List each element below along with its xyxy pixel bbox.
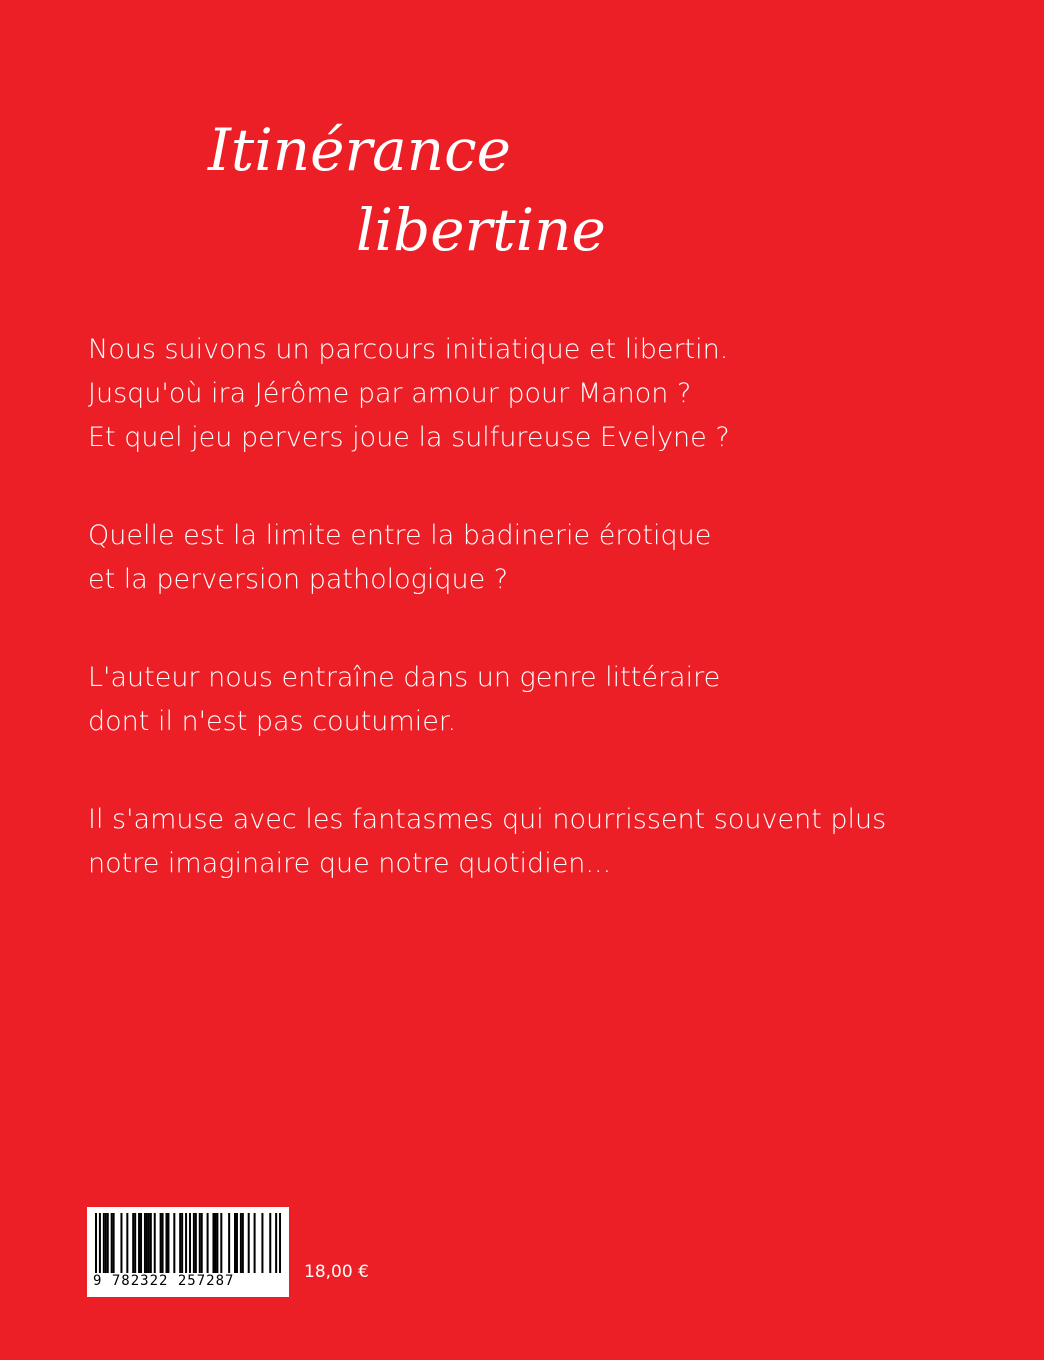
barcode-bar xyxy=(240,1213,242,1273)
barcode-bar xyxy=(134,1213,136,1273)
barcode-bar xyxy=(173,1213,175,1273)
blurb-line: et la perversion pathologique ? xyxy=(88,564,509,595)
blurb-paragraph-1 xyxy=(88,328,1008,460)
barcode-bar xyxy=(126,1213,128,1273)
barcode-bar xyxy=(201,1213,203,1273)
barcode-bar xyxy=(189,1213,191,1273)
barcode-bar xyxy=(144,1213,146,1273)
barcode-bar xyxy=(154,1213,156,1273)
barcode-bar xyxy=(150,1213,152,1273)
barcode-bar xyxy=(181,1213,183,1273)
blurb-line: L'auteur nous entraîne dans un genre littéraire xyxy=(88,662,721,693)
barcode-bars xyxy=(95,1213,281,1273)
barcode-bar xyxy=(212,1213,214,1273)
blurb-paragraph-2 xyxy=(88,514,1008,602)
title-line-1: Itinérance xyxy=(208,116,511,184)
barcode-bar xyxy=(167,1213,169,1273)
barcode-digits: 9 782322 257287 xyxy=(93,1273,235,1289)
barcode-bar xyxy=(148,1213,150,1273)
isbn-barcode xyxy=(87,1207,289,1297)
blurb-line: notre imaginaire que notre quotidien... xyxy=(88,848,612,879)
barcode-bar xyxy=(275,1213,277,1273)
barcode-bar xyxy=(165,1213,167,1273)
blurb-line: dont il n'est pas coutumier. xyxy=(88,706,457,737)
barcode-bar xyxy=(107,1213,109,1273)
blurb-line: Il s'amuse avec les fantasmes qui nourrissent souvent plus xyxy=(88,804,887,835)
barcode-bar xyxy=(103,1213,105,1273)
title-line-2: libertine xyxy=(356,196,606,264)
barcode-bar xyxy=(269,1213,271,1273)
barcode-bar xyxy=(216,1213,218,1273)
blurb-paragraph-3 xyxy=(88,656,1008,744)
blurb-line: Jusqu'où ira Jérôme par amour pour Manon ? xyxy=(88,378,692,409)
barcode-graphic xyxy=(95,1213,281,1273)
barcode-bar xyxy=(160,1213,162,1273)
barcode-bar xyxy=(162,1213,164,1273)
barcode-bar xyxy=(214,1213,216,1273)
barcode-bar xyxy=(248,1213,250,1273)
barcode-bar xyxy=(95,1213,97,1273)
barcode-bar xyxy=(195,1213,197,1273)
barcode-bar xyxy=(228,1213,230,1273)
barcode-bar xyxy=(220,1213,222,1273)
barcode-bar xyxy=(185,1213,187,1273)
barcode-bar xyxy=(199,1213,201,1273)
barcode-bar xyxy=(179,1213,181,1273)
barcode-bar xyxy=(254,1213,256,1273)
barcode-bar xyxy=(99,1213,101,1273)
barcode-bar xyxy=(132,1213,134,1273)
blurb-line: Et quel jeu pervers joue la sulfureuse Evelyne ? xyxy=(88,422,730,453)
barcode-bar xyxy=(105,1213,107,1273)
blurb-line: Nous suivons un parcours initiatique et libertin. xyxy=(88,334,729,365)
barcode-bar xyxy=(120,1213,122,1273)
barcode-bar xyxy=(234,1213,236,1273)
barcode-bar xyxy=(138,1213,140,1273)
barcode-bar xyxy=(111,1213,113,1273)
barcode-bar xyxy=(140,1213,142,1273)
blurb-line: Quelle est la limite entre la badinerie érotique xyxy=(88,520,712,551)
price-label: 18,00 € xyxy=(304,1262,369,1282)
blurb-text xyxy=(88,328,1008,940)
barcode-bar xyxy=(261,1213,263,1273)
blurb-paragraph-4 xyxy=(88,798,1008,886)
barcode-bar xyxy=(146,1213,148,1273)
barcode-bar xyxy=(236,1213,238,1273)
barcode-bar xyxy=(207,1213,209,1273)
barcode-bar xyxy=(113,1213,115,1273)
barcode-bar xyxy=(279,1213,281,1273)
book-title xyxy=(0,110,1044,270)
barcode-bar xyxy=(193,1213,195,1273)
barcode-bar xyxy=(242,1213,244,1273)
